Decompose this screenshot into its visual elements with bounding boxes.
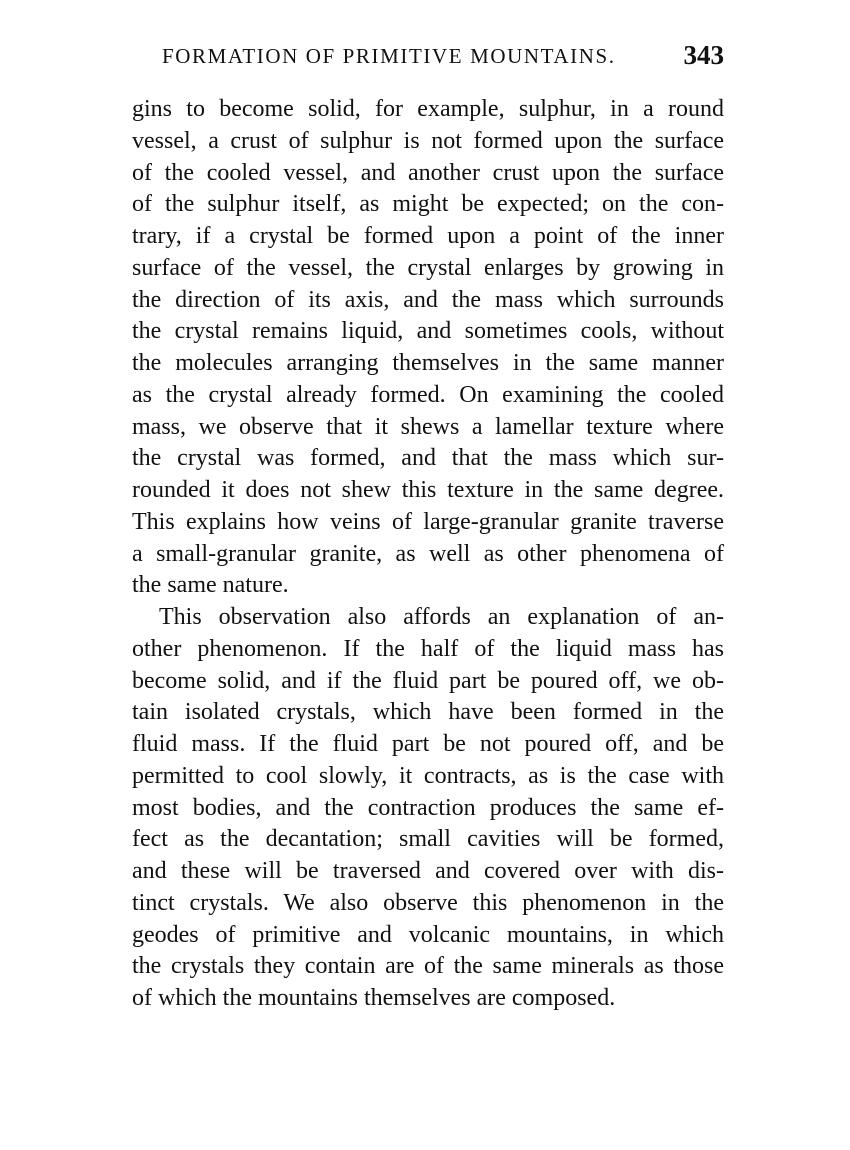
text-line: other phenomenon. If the half of the liquid mass has [132, 635, 724, 662]
text-line: gins to become solid, for example, sulphur, in a round [132, 96, 724, 122]
text-line: This explains how veins of large-granular granite traverse [132, 508, 724, 535]
text-line: become solid, and if the fluid part be poured off, we ob- [132, 667, 724, 694]
text-line: the direction of its axis, and the mass which surrounds [132, 286, 724, 313]
text-line: tinct crystals. We also observe this phenomenon in the [132, 889, 724, 916]
text-line: permitted to cool slowly, it contracts, as is the case with [132, 762, 724, 789]
text-line: vessel, a crust of sulphur is not formed upon the surface [132, 127, 724, 154]
text-line: surface of the vessel, the crystal enlarges by growing in [132, 254, 724, 281]
body-text [132, 94, 724, 1015]
text-line: mass, we observe that it shews a lamellar texture where [132, 413, 724, 440]
text-line: fluid mass. If the fluid part be not poured off, and be [132, 731, 724, 757]
text-line: a small-granular granite, as well as other phenomena of [132, 540, 724, 567]
running-head [132, 40, 724, 72]
text-line: fect as the decantation; small cavities will be formed, [132, 826, 724, 853]
paragraph-2 [132, 602, 724, 1015]
text-line: of which the mountains themselves are composed. [132, 985, 616, 1011]
running-title: FORMATION OF PRIMITIVE MOUNTAINS. [162, 44, 616, 68]
text-line: the crystals they contain are of the same minerals as those [132, 953, 724, 980]
text-line: tain isolated crystals, which have been formed in the [132, 699, 724, 726]
text-line: rounded it does not shew this texture in the same degree. [132, 477, 724, 503]
paragraph-1 [132, 94, 724, 602]
text-line: the crystal remains liquid, and sometimes cools, without [132, 318, 724, 345]
text-line: as the crystal already formed. On examining the cooled [132, 381, 724, 408]
text-line: trary, if a crystal be formed upon a point of the inner [132, 223, 724, 249]
text-line: the same nature. [132, 572, 289, 599]
text-line: of the cooled vessel, and another crust upon the surface [132, 159, 724, 186]
text-line: the crystal was formed, and that the mass which sur- [132, 445, 724, 472]
text-line: This observation also affords an explanation of an- [159, 604, 724, 630]
page-number: 343 [683, 40, 724, 70]
text-line: geodes of primitive and volcanic mountains, in which [132, 921, 724, 948]
text-line: and these will be traversed and covered over with dis- [132, 858, 724, 884]
text-line: of the sulphur itself, as might be expected; on the con- [132, 191, 724, 218]
text-line: the molecules arranging themselves in the same manner [132, 350, 724, 376]
text-line: most bodies, and the contraction produces the same ef- [132, 794, 724, 821]
